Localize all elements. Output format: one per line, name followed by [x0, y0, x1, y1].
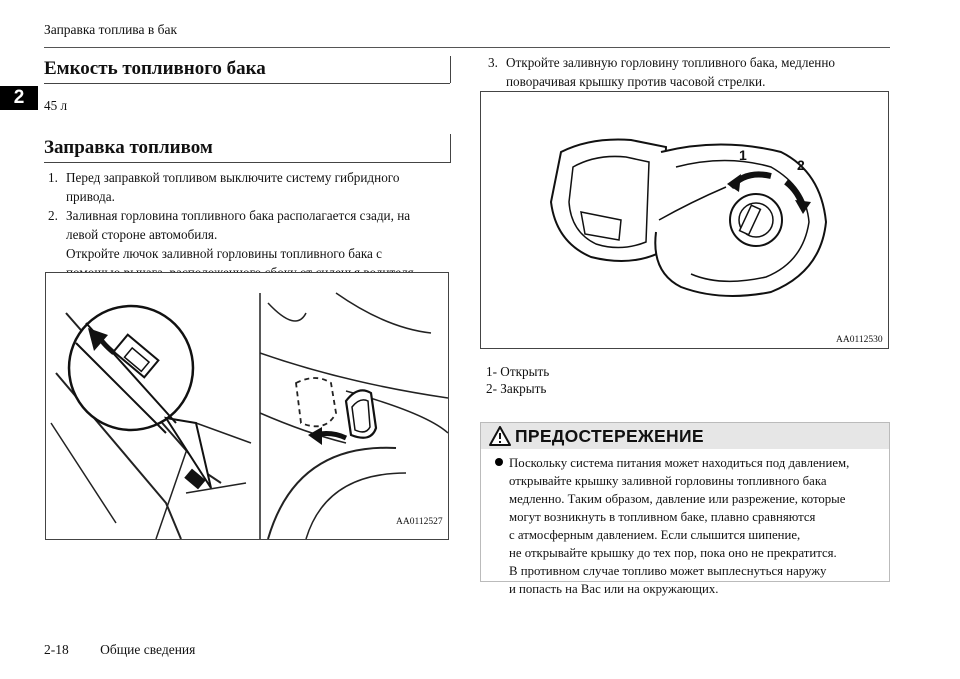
page-number: 2-18 — [44, 642, 69, 657]
figure-code: AA0112527 — [396, 517, 443, 527]
callout-legend — [486, 363, 549, 397]
running-header: Заправка топлива в бак — [44, 22, 178, 37]
warning-title: ПРЕДОСТЕРЕЖЕНИЕ — [515, 425, 704, 446]
step-number: 1. — [48, 170, 58, 185]
step-line: Перед заправкой топливом выключите систему гибридного — [66, 170, 400, 185]
warning-line: Поскольку система питания может находиться под давлением, — [509, 456, 850, 470]
step-line: поворачивая крышку против часовой стрелки. — [506, 74, 766, 89]
step-item — [48, 206, 448, 282]
warning-line: и попасть на Вас или на окружающих. — [509, 582, 719, 596]
callout-1: 1 — [739, 147, 747, 163]
warning-header — [481, 423, 889, 449]
warning-line: открывайте крышку заливной горловины топливного бака — [509, 474, 827, 488]
page-footer — [44, 642, 195, 658]
step-line: привода. — [66, 189, 115, 204]
figure-fuel-cap — [480, 91, 889, 349]
fuel-door-lever-illustration — [46, 273, 448, 539]
legend-number: 1- — [486, 364, 497, 379]
bullet-icon — [495, 458, 503, 466]
step-number: 2. — [48, 208, 58, 223]
figure-fuel-door-lever — [45, 272, 449, 540]
chapter-tab: 2 — [0, 86, 38, 110]
legend-number: 2- — [486, 381, 497, 396]
callout-2: 2 — [797, 157, 805, 173]
fuel-cap-illustration — [481, 92, 888, 348]
step-line: Откройте заливную горловину топливного бака, медленно — [506, 55, 836, 70]
section-title-capacity: Емкость топливного бака — [44, 58, 450, 84]
figure-code: AA0112530 — [836, 335, 883, 345]
header-rule — [44, 47, 890, 48]
steps-list — [48, 168, 448, 282]
section-rule-refueling — [450, 134, 451, 163]
step-item — [48, 168, 448, 206]
warning-icon — [489, 426, 511, 446]
chapter-name: Общие сведения — [100, 642, 196, 657]
steps-list-continued — [488, 53, 888, 91]
legend-text: Открыть — [500, 364, 550, 379]
warning-line: не открывайте крышку до тех пор, пока оно не прекратится. — [509, 546, 837, 560]
step-line: Заливная горловина топливного бака располагается сзади, на — [66, 208, 411, 223]
warning-line: могут возникнуть в топливном баке, плавно сравняются — [509, 510, 816, 524]
warning-line: В противном случае топливо может выплеснуться наружу — [509, 564, 827, 578]
capacity-value: 45 л — [44, 98, 68, 113]
step-item — [488, 53, 888, 91]
step-line: левой стороне автомобиля. — [66, 227, 218, 242]
legend-item — [486, 380, 549, 397]
legend-item — [486, 363, 549, 380]
section-rule-capacity — [450, 56, 451, 83]
warning-line: медленно. Таким образом, давление или разрежение, которые — [509, 492, 846, 506]
warning-body — [481, 449, 889, 598]
warning-line: с атмосферным давлением. Если слышится шипение, — [509, 528, 801, 542]
step-number: 3. — [488, 55, 498, 70]
legend-text: Закрыть — [500, 381, 547, 396]
section-title-refueling: Заправка топливом — [44, 137, 450, 163]
warning-box — [480, 422, 890, 596]
step-line: Откройте лючок заливной горловины топливного бака с — [66, 246, 383, 261]
